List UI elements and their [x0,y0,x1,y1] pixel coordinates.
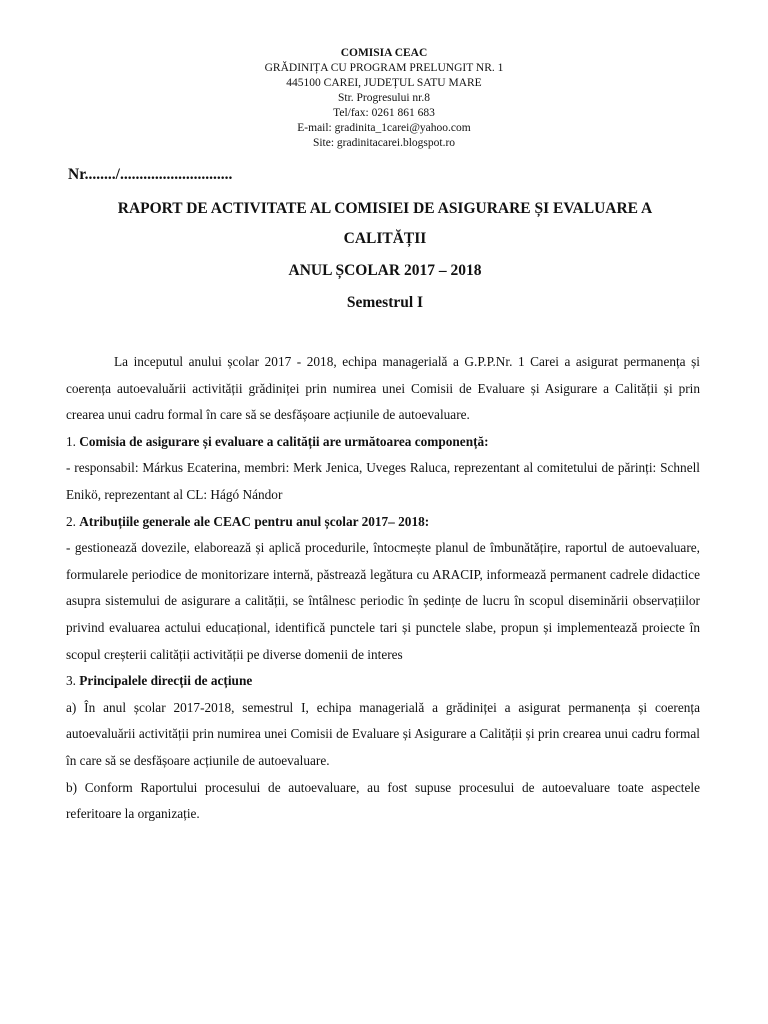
title-line-3: ANUL ȘCOLAR 2017 – 2018 [288,262,482,279]
section-3-number: 3. [66,673,80,689]
section-2-heading [66,509,700,536]
title-line-4: Semestrul I [346,294,424,311]
letterhead-email: E-mail: gradinita_1carei@yahoo.com [297,122,471,134]
intro-paragraph: La inceputul anului școlar 2017 - 2018, echipa managerială a G.P.P.Nr. 1 Carei a asigurat permanența și coerența autoevaluării activității grădiniței prin numirea unei Comisii de Evaluare și Asigurare a Calității și prin crearea unui cadru formal în care să se desfășoare acțiunile de autoevaluare. [66,354,700,423]
section-1-title: Comisia de asigurare și evaluare a calității are următoarea componență: [79,433,489,449]
letterhead-street: Str. Progresului nr.8 [337,92,430,104]
section-1-text: - responsabil: Márkus Ecaterina, membri: Merk Jenica, Uveges Raluca, reprezentant al comitetului de părinți: Schnell Enikö, reprezentant al CL: Hágó Nándor [66,460,700,502]
section-3-item-a: a) În anul școlar 2017-2018, semestrul I, echipa managerială a grădiniței a asigurat permanența și coerența autoevaluării activității prin numirea unei Comisii de Evaluare și Asigurare a Calității și prin crearea unui cadru formal în care să se desfășoare acțiunile de autoevaluare. [66,699,700,768]
letterhead-org: COMISIA CEAC [340,47,428,59]
letterhead-institution: GRĂDINIȚA CU PROGRAM PRELUNGIT NR. 1 [264,62,504,74]
title-line-2: CALITĂȚII [343,230,427,247]
report-body [66,349,700,828]
registration-number: Nr......../............................. [68,166,233,183]
section-2-number: 2. [66,513,80,529]
section-3-heading [66,668,700,695]
section-2-title: Atribuțiile generale ale CEAC pentru anul școlar 2017– 2018: [79,513,430,529]
letterhead [0,46,768,151]
letterhead-site: Site: gradinitacarei.blogspot.ro [312,137,456,149]
section-3-title: Principalele direcții de acțiune [79,673,253,689]
section-2-text: - gestionează dovezile, elaborează și aplică procedurile, întocmește planul de îmbunătățire, raportul de autoevaluare, formularele periodice de monitorizare internă, păstrează legătura cu ARACIP, informează permanent cadrele didactice asupra sistemului de asigurare a calității, se întâlnesc periodic în ședințe de lucru în scopul diseminării observațiilor privind evaluarea actului educațional, identifică punctele tari și punctele slabe, propun și implementează proiecte în scopul creșterii calității activității pe diverse domenii de interes [66,540,700,662]
section-1-number: 1. [66,433,80,449]
section-1-heading [66,429,700,456]
letterhead-city: 445100 CAREI, JUDEȚUL SATU MARE [286,77,482,89]
letterhead-phone: Tel/fax: 0261 861 683 [333,107,435,119]
title-line-1: RAPORT DE ACTIVITATE AL COMISIEI DE ASIGURARE ȘI EVALUARE A [117,200,653,217]
section-3-item-b: b) Conform Raportului procesului de autoevaluare, au fost supuse procesului de autoevaluare toate aspectele referitoare la organizație. [66,779,700,822]
